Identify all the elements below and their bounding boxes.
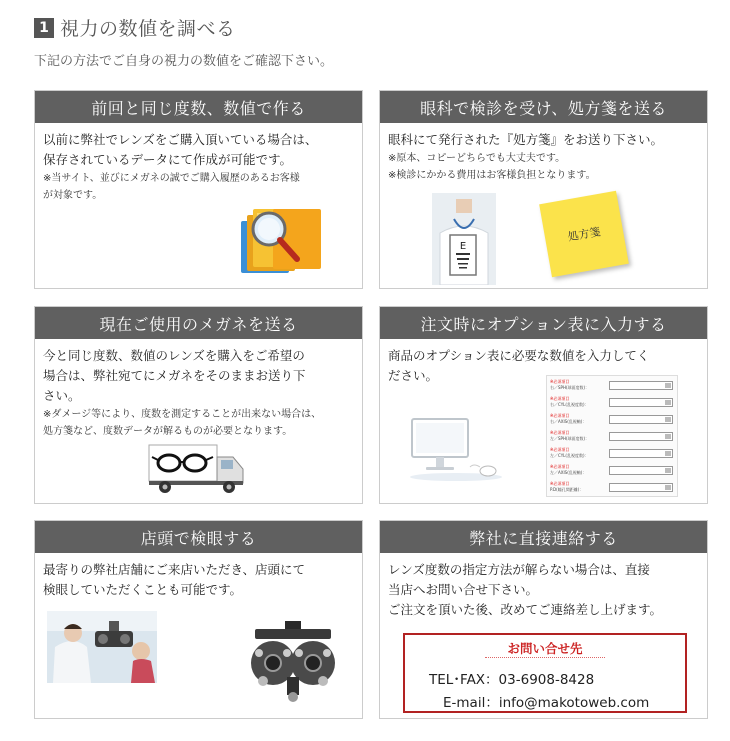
prescription-sticky-note: [539, 191, 629, 277]
computer-icon: [408, 415, 504, 481]
phoropter-icon: [245, 619, 341, 705]
contact-divider: [485, 657, 605, 658]
form-select: [609, 415, 673, 424]
form-select: [609, 398, 673, 407]
card-prescription: [379, 90, 708, 289]
card-title: 注文時にオプション表に入力する: [380, 307, 707, 339]
truck-glasses-icon: [147, 443, 247, 497]
option-form-image: [546, 375, 678, 497]
card-text: ご注文を頂いた後、改めてご連絡差し上げます。: [388, 602, 663, 617]
card-send-glasses: [34, 306, 363, 504]
form-select: [609, 466, 673, 475]
card-note: ※ダメージ等により、度数を測定することが出来ない場合は、: [43, 409, 322, 420]
card-text: 場合は、弊社宛てにメガネをそのままお送り下: [43, 368, 306, 383]
card-note: ※検診にかかる費用はお客様負担となります。: [388, 170, 596, 181]
doctor-eye-chart-icon: [432, 193, 496, 285]
card-contact: [379, 520, 708, 719]
form-row: ※必須項目 右／CYL(乱視度数)：: [547, 396, 697, 410]
card-text: 眼科にて発行された『処方箋』をお送り下さい。: [388, 132, 664, 147]
card-text: 保存されているデータにて作成が可能です。: [43, 152, 293, 167]
card-in-store: [34, 520, 363, 719]
card-title: 店頭で検眼する: [35, 521, 362, 553]
eye-exam-photo: [47, 611, 157, 683]
card-text: 以前に弊社でレンズをご購入頂いている場合は、: [43, 132, 318, 147]
form-select: [609, 432, 673, 441]
card-note: ※原本、コピーどちらでも大丈夫です。: [388, 153, 566, 164]
section-subtitle: 下記の方法でご自身の視力の数値をご確認下さい。: [34, 54, 334, 69]
contact-box: [403, 633, 687, 713]
form-select: [609, 483, 673, 492]
section-heading: [34, 14, 236, 41]
card-text: さい。: [43, 388, 81, 403]
form-row: ※必須項目 P.D(瞳孔間距離)：: [547, 481, 697, 495]
contact-email[interactable]: E-mail：info@makotoweb.com: [443, 695, 650, 711]
card-text: 当店へお問い合せ下さい。: [388, 582, 539, 597]
form-row: ※必須項目 左／SPH(球面度数)：: [547, 430, 697, 444]
magnifier-folder-icon: [233, 199, 333, 279]
form-row: ※必須項目 左／AXIS(乱視軸)：: [547, 464, 697, 478]
contact-title: お問い合せ先: [507, 641, 583, 656]
section-number: 1: [34, 18, 54, 38]
card-title: 弊社に直接連絡する: [380, 521, 707, 553]
form-row: ※必須項目 右／SPH(球面度数)：: [547, 379, 697, 393]
card-text: ださい。: [388, 368, 439, 383]
form-select: [609, 381, 673, 390]
card-title: 現在ご使用のメガネを送る: [35, 307, 362, 339]
card-text: レンズ度数の指定方法が解らない場合は、直接: [388, 562, 650, 577]
card-same-prescription: [34, 90, 363, 289]
card-title: 眼科で検診を受け、処方箋を送る: [380, 91, 707, 123]
contact-tel: TEL･FAX：03-6908-8428: [429, 672, 595, 688]
card-text: 商品のオプション表に必要な数値を入力してく: [388, 348, 650, 363]
form-select: [609, 449, 673, 458]
card-note: 処方箋など、度数データが解るものが必要となります。: [43, 426, 293, 437]
sticky-label: 処方箋: [566, 225, 602, 244]
card-text: 検眼していただくことも可能です。: [43, 582, 243, 597]
section-title: 視力の数値を調べる: [60, 18, 236, 40]
card-option-form: [379, 306, 708, 504]
form-row: ※必須項目 左／CYL(乱視度数)：: [547, 447, 697, 461]
card-title: 前回と同じ度数、数値で作る: [35, 91, 362, 123]
card-note: ※当サイト、並びにメガネの誠でご購入履歴のあるお客様: [43, 173, 300, 184]
card-text: 最寄りの弊社店舗にご来店いただき、店頭にて: [43, 562, 306, 577]
svg-text:E: E: [459, 241, 467, 252]
card-note: が対象です。: [43, 190, 103, 201]
form-row: ※必須項目 右／AXIS(乱視軸)：: [547, 413, 697, 427]
card-text: 今と同じ度数、数値のレンズを購入をご希望の: [43, 348, 305, 363]
